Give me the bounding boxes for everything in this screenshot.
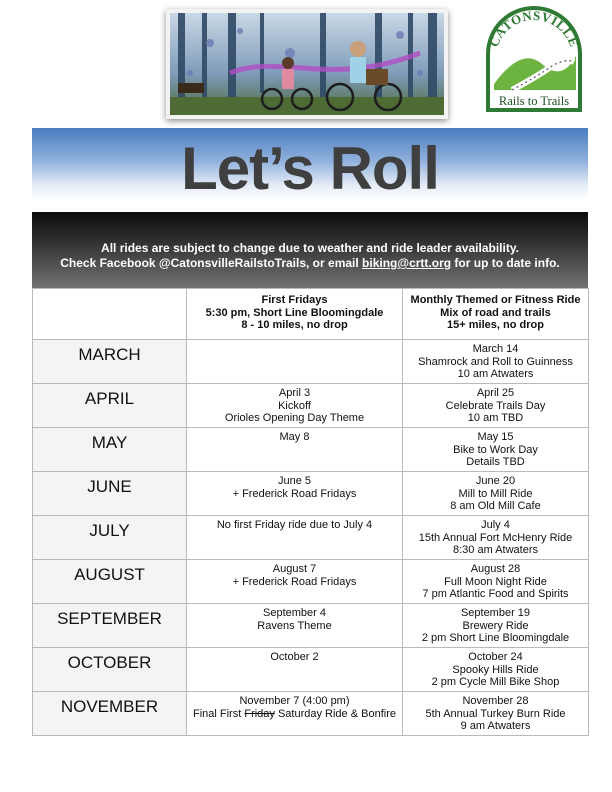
month-name: MAY bbox=[33, 428, 187, 472]
cell-text: Mill to Mill Ride bbox=[458, 487, 533, 500]
table-row bbox=[33, 604, 589, 648]
hero-illustration bbox=[166, 9, 448, 119]
first-friday-cell bbox=[187, 516, 403, 560]
page-title: Let’s Roll bbox=[181, 135, 439, 202]
cell-text: Brewery Ride bbox=[462, 619, 529, 632]
cell-text: No first Friday ride due to July 4 bbox=[216, 519, 373, 531]
cell-text: 8 am Old Mill Cafe bbox=[450, 500, 541, 512]
first-friday-cell bbox=[187, 648, 403, 692]
cell-text: April 3 bbox=[278, 387, 311, 399]
struck-text: Friday bbox=[244, 707, 275, 720]
notice-line-2 bbox=[32, 256, 588, 271]
cell-text: 10 am Atwaters bbox=[457, 368, 534, 380]
month-rows bbox=[33, 340, 589, 692]
cell-text: 5th Annual Turkey Burn Ride bbox=[425, 707, 566, 720]
table-row bbox=[33, 560, 589, 604]
first-friday-cell bbox=[187, 340, 403, 384]
cell-text: May 8 bbox=[279, 431, 310, 443]
cell-text: 2 pm Cycle Mill Bike Shop bbox=[431, 676, 560, 688]
header-text: 8 - 10 miles, no drop bbox=[241, 319, 348, 331]
month-name: APRIL bbox=[33, 384, 187, 428]
cell-text: Details TBD bbox=[466, 456, 525, 468]
cell-text: Shamrock and Roll to Guinness bbox=[418, 355, 573, 368]
header-text: Mix of road and trails bbox=[440, 306, 551, 319]
monthly-ride-cell bbox=[403, 472, 589, 516]
month-name: JUNE bbox=[33, 472, 187, 516]
logo-badge bbox=[482, 6, 586, 114]
header-text: 15+ miles, no drop bbox=[447, 319, 544, 331]
table-row bbox=[33, 428, 589, 472]
monthly-ride-cell bbox=[403, 604, 589, 648]
ride-schedule-table bbox=[32, 288, 589, 736]
month-name: SEPTEMBER bbox=[33, 604, 187, 648]
cell-text: November 7 (4:00 pm) bbox=[239, 695, 350, 707]
cell-text: Bike to Work Day bbox=[453, 443, 538, 456]
first-friday-cell bbox=[187, 604, 403, 648]
cell-text: Celebrate Trails Day bbox=[445, 399, 546, 412]
cell-text: June 20 bbox=[475, 475, 516, 487]
cell-text: September 4 bbox=[263, 607, 326, 619]
cell-text: Kickoff bbox=[278, 399, 311, 412]
cell-text: + Frederick Road Fridays bbox=[232, 575, 357, 588]
header-first-fridays bbox=[187, 289, 403, 340]
logo-arc-text: CATONSVILLE bbox=[485, 7, 583, 50]
header-text: First Fridays bbox=[261, 294, 328, 306]
table-header-row bbox=[33, 289, 589, 340]
cell-text: August 28 bbox=[470, 563, 521, 575]
table-row bbox=[33, 384, 589, 428]
month-name: NOVEMBER bbox=[33, 692, 187, 736]
cell-text: 10 am TBD bbox=[467, 412, 524, 424]
notice-line-1: All rides are subject to change due to weather and ride leader availability. bbox=[101, 241, 519, 255]
cell-text: Orioles Opening Day Theme bbox=[224, 412, 365, 424]
first-friday-cell bbox=[187, 560, 403, 604]
header-month-cell bbox=[33, 289, 187, 340]
header-monthly-ride bbox=[403, 289, 589, 340]
cell-text-part: Final First bbox=[193, 707, 245, 720]
month-name: OCTOBER bbox=[33, 648, 187, 692]
email-link[interactable]: biking@crtt.org bbox=[362, 256, 452, 270]
first-friday-cell bbox=[187, 428, 403, 472]
table-row bbox=[33, 340, 589, 384]
cell-text: June 5 bbox=[277, 475, 312, 487]
cell-text: November 28 bbox=[462, 695, 529, 707]
cell-text: 15th Annual Fort McHenry Ride bbox=[418, 531, 573, 544]
cell-text: April 25 bbox=[476, 387, 515, 399]
table-row bbox=[33, 472, 589, 516]
notice-facebook-text: Check Facebook @CatonsvilleRailstoTrails, or email bbox=[60, 256, 363, 270]
monthly-ride-cell bbox=[403, 648, 589, 692]
table-row-november bbox=[33, 692, 589, 736]
month-name: AUGUST bbox=[33, 560, 187, 604]
monthly-ride-cell bbox=[403, 560, 589, 604]
first-friday-cell bbox=[187, 472, 403, 516]
logo-caption: Rails to Trails bbox=[498, 94, 570, 108]
first-friday-cell bbox=[187, 692, 403, 736]
monthly-ride-cell bbox=[403, 428, 589, 472]
cell-text: September 19 bbox=[460, 607, 531, 619]
ride-notice-banner bbox=[32, 212, 588, 288]
month-name: JULY bbox=[33, 516, 187, 560]
forest-cyclists-image bbox=[170, 13, 444, 115]
cell-text: July 4 bbox=[481, 519, 510, 531]
cell-text: 9 am Atwaters bbox=[460, 720, 531, 732]
cell-text: May 15 bbox=[477, 431, 514, 443]
cell-text: 8:30 am Atwaters bbox=[453, 544, 538, 556]
monthly-ride-cell bbox=[403, 384, 589, 428]
cell-text: + Frederick Road Fridays bbox=[232, 487, 357, 500]
cell-text: Spooky Hills Ride bbox=[452, 663, 539, 676]
cell-text: October 24 bbox=[468, 651, 523, 663]
cell-text: Full Moon Night Ride bbox=[444, 575, 547, 588]
header-text: Monthly Themed or Fitness Ride bbox=[410, 294, 581, 306]
monthly-ride-cell bbox=[403, 516, 589, 560]
cell-text: October 2 bbox=[270, 651, 319, 663]
cell-text: 2 pm Short Line Bloomingdale bbox=[421, 632, 570, 644]
cell-text: Ravens Theme bbox=[257, 619, 332, 632]
monthly-ride-cell bbox=[403, 692, 589, 736]
table-row bbox=[33, 648, 589, 692]
cell-text: August 7 bbox=[272, 563, 317, 575]
month-name: MARCH bbox=[33, 340, 187, 384]
notice-trailing-text: for up to date info. bbox=[451, 256, 560, 270]
first-friday-cell bbox=[187, 384, 403, 428]
catonsville-rails-to-trails-logo bbox=[482, 6, 586, 114]
monthly-ride-cell bbox=[403, 340, 589, 384]
table-row bbox=[33, 516, 589, 560]
cell-text: 7 pm Atlantic Food and Spirits bbox=[422, 588, 569, 600]
cell-text: March 14 bbox=[472, 343, 519, 355]
cell-text-part: Saturday Ride & Bonfire bbox=[274, 707, 396, 720]
header-text: 5:30 pm, Short Line Bloomingdale bbox=[205, 306, 384, 319]
cell-text bbox=[189, 708, 400, 721]
